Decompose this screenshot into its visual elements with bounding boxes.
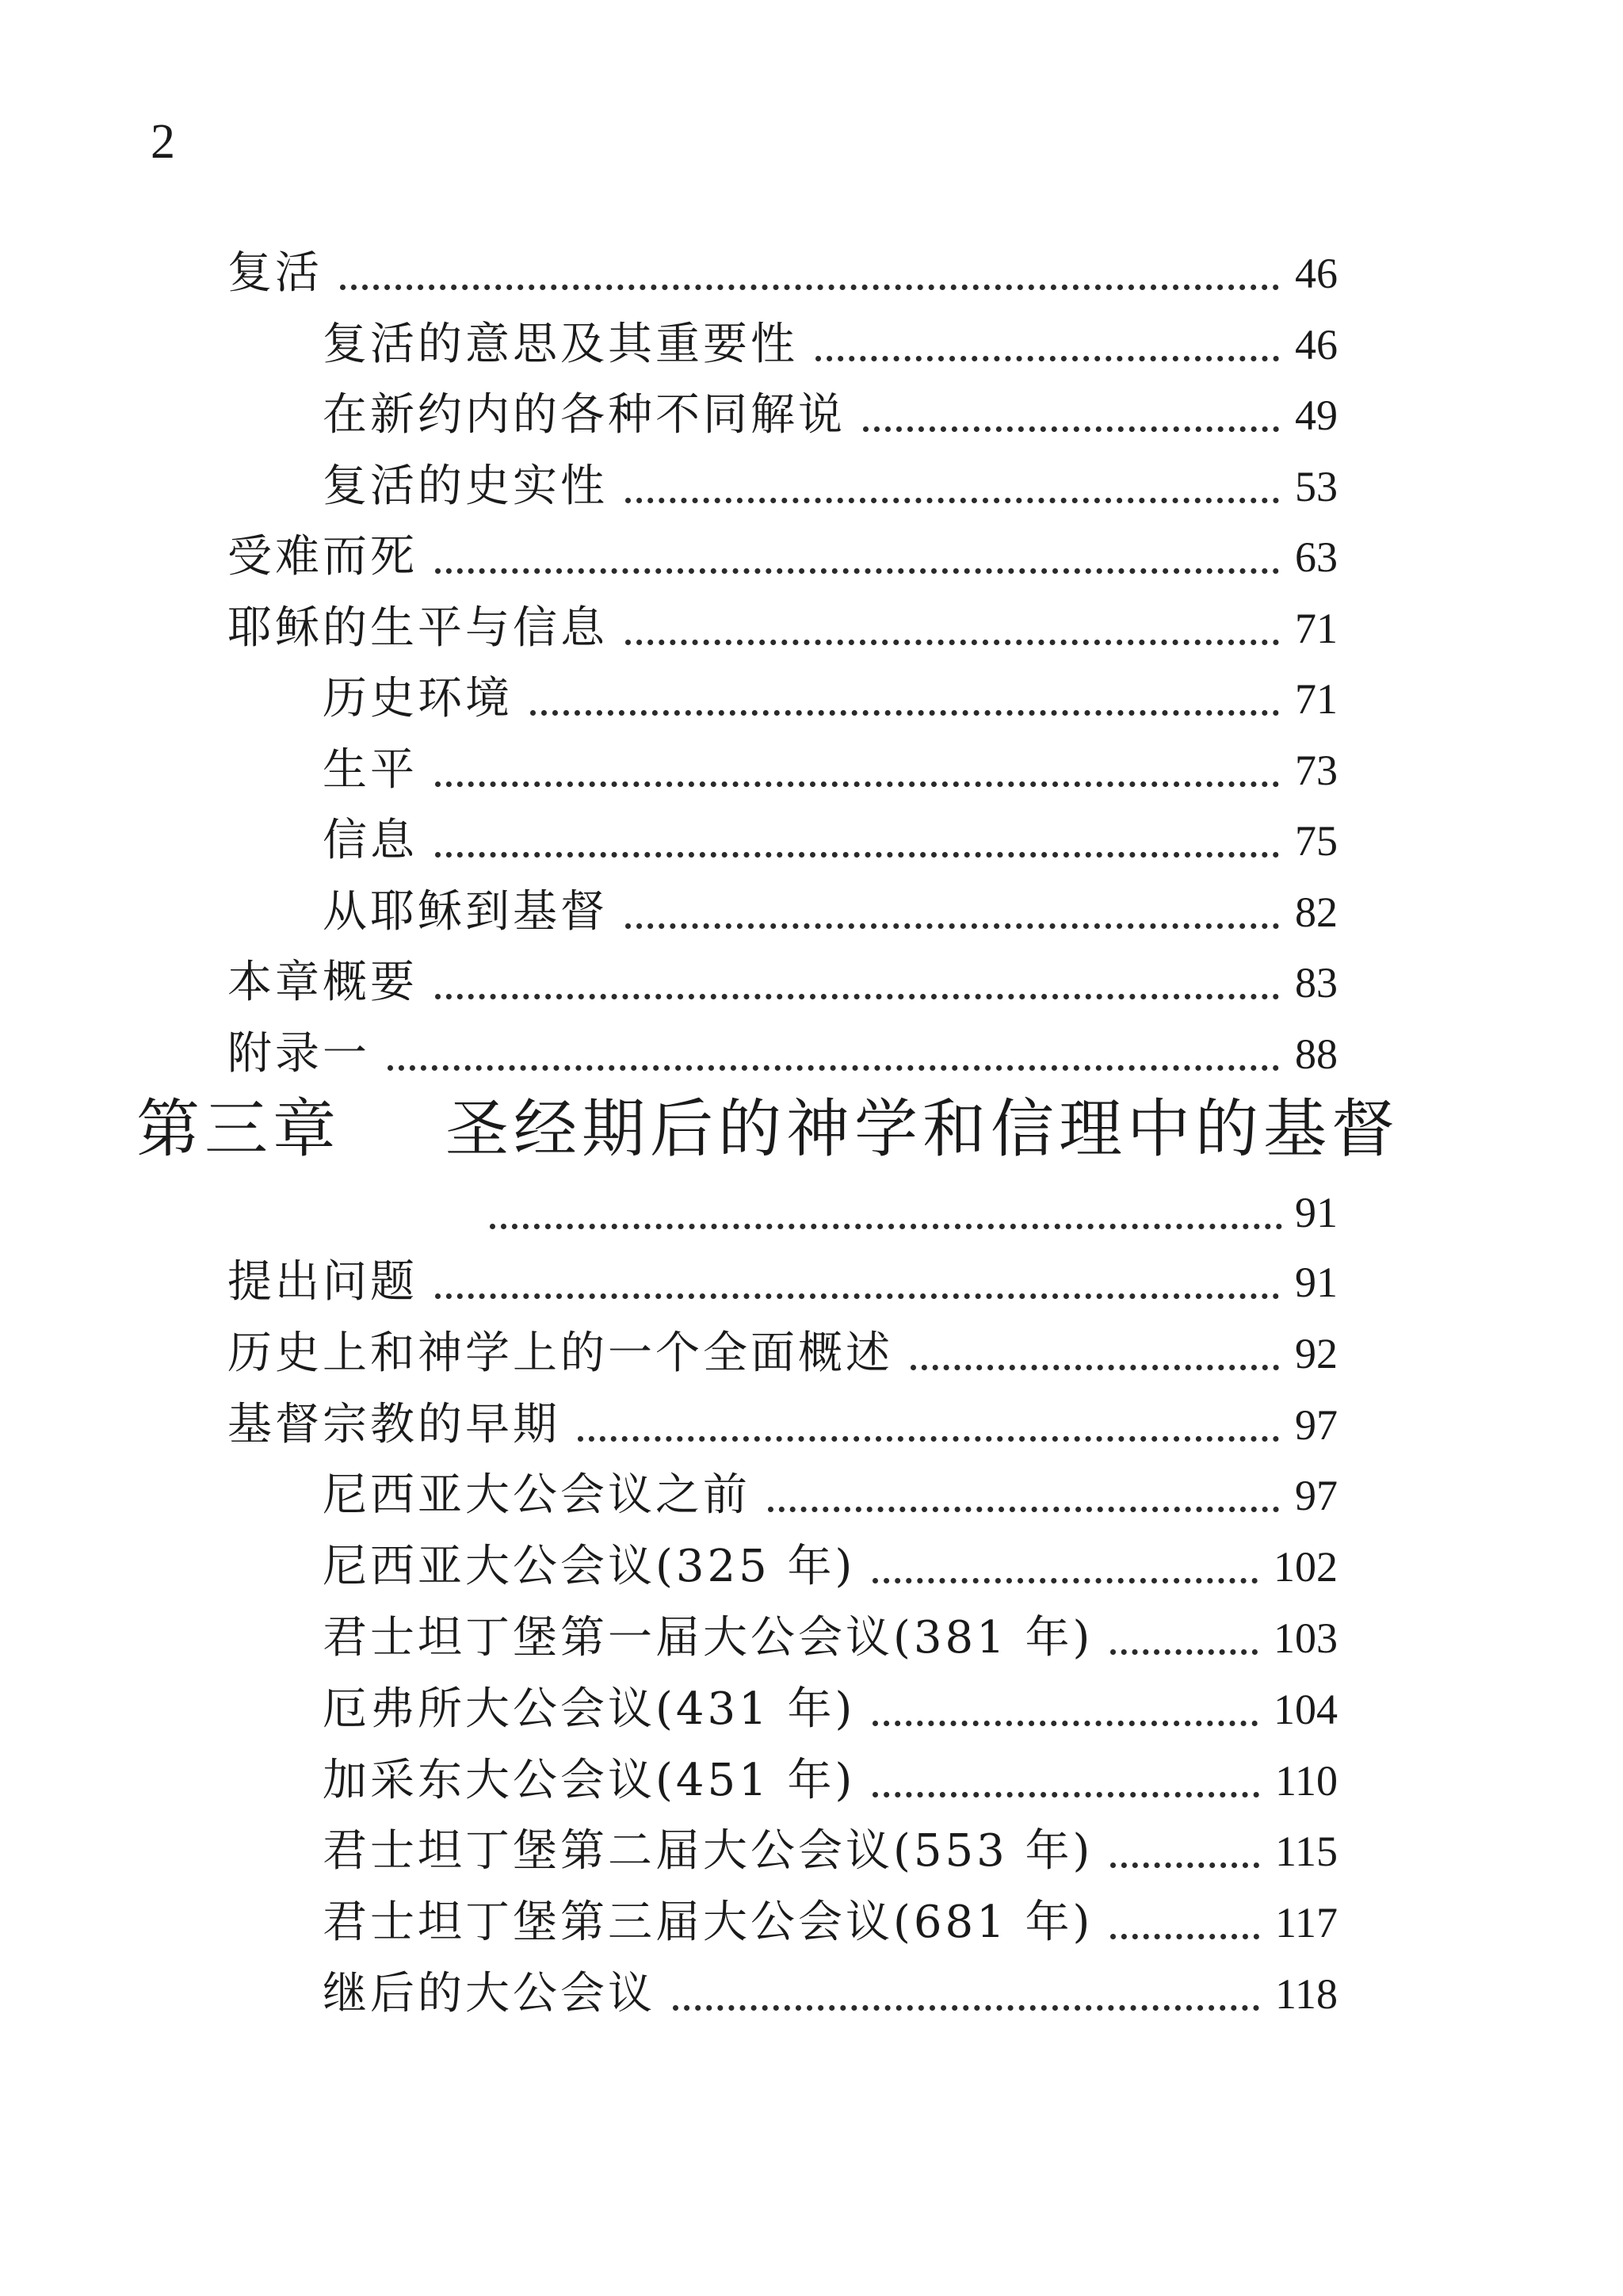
toc-entry-label: 厄弗所大公会议(431 年) (323, 1683, 856, 1735)
toc-leader (768, 1507, 1279, 1512)
toc-entry-page: 71 (1295, 675, 1338, 723)
toc-entry-page: 117 (1275, 1899, 1338, 1947)
toc-entry-page: 97 (1295, 1400, 1338, 1449)
toc-entry-page: 46 (1295, 320, 1338, 369)
toc-entry-label: 从耶稣到基督 (323, 885, 608, 938)
toc-entry-page: 73 (1295, 746, 1338, 794)
toc-entry (0, 1678, 1623, 1741)
toc-entry-label: 在新约内的各种不同解说 (323, 389, 846, 441)
toc-entry-page: 75 (1295, 817, 1338, 865)
toc-entry-page: 82 (1295, 888, 1338, 936)
toc-entry (0, 1820, 1623, 1883)
toc-entry-page: 92 (1295, 1329, 1338, 1377)
toc-entry (0, 1022, 1623, 1086)
toc-entry (0, 242, 1623, 305)
toc-entry-label: 本章概要 (227, 957, 418, 1008)
chapter-heading (136, 1086, 1400, 1173)
chapter-title: 圣经期后的神学和信理中的基督 (445, 1092, 1400, 1166)
toc-entry-page: 97 (1295, 1472, 1338, 1520)
toc-leader (435, 781, 1279, 787)
toc-entry-page: 104 (1274, 1685, 1338, 1733)
toc-entry (0, 881, 1623, 944)
toc-entry (0, 951, 1623, 1014)
toc-leader (1110, 1649, 1258, 1655)
toc-entry (0, 525, 1623, 589)
toc-leader (863, 426, 1279, 432)
toc-entry-page: 118 (1275, 1970, 1338, 2018)
chapter-page-row (0, 1181, 1623, 1244)
toc-entry-label: 耶稣的生平与信息 (227, 602, 608, 654)
toc-entry-label: 历史环境 (323, 673, 513, 724)
toc-leader (435, 852, 1279, 858)
toc-leader (490, 1224, 1282, 1229)
toc-entry-label: 附录一 (227, 1027, 370, 1079)
toc-entry (0, 1393, 1623, 1457)
toc-entry-page: 88 (1295, 1030, 1338, 1078)
toc-entry-label: 君士坦丁堡第一届大公会议(381 年) (323, 1612, 1094, 1664)
toc-entry-page: 91 (1295, 1259, 1338, 1306)
toc-leader (673, 2005, 1259, 2011)
toc-entry-label: 尼西亚大公会议(325 年) (323, 1541, 856, 1593)
toc-entry-page: 103 (1274, 1614, 1338, 1662)
toc-entry (0, 1322, 1623, 1385)
toc-leader (873, 1578, 1258, 1584)
toc-entry-page: 102 (1274, 1543, 1338, 1591)
toc-leader (388, 1065, 1279, 1071)
toc-entry-label: 加采东大公会议(451 年) (323, 1754, 856, 1806)
toc-entry-label: 受难而死 (227, 531, 418, 583)
toc-leader (435, 994, 1279, 999)
toc-entry-page: 83 (1295, 959, 1338, 1007)
toc-leader (530, 710, 1279, 716)
toc-leader (625, 923, 1279, 929)
toc-leader (1110, 1934, 1259, 1939)
toc-entry (0, 739, 1623, 802)
toc-entry-label: 历史上和神学上的一个全面概述 (227, 1327, 893, 1379)
toc-entry (0, 809, 1623, 873)
toc-entry (0, 384, 1623, 447)
toc-entry-label: 复活的史实性 (323, 460, 608, 512)
chapter-number: 第三章 (136, 1092, 341, 1166)
toc-entry-page: 115 (1275, 1828, 1338, 1876)
toc-leader (1110, 1862, 1259, 1868)
toc-leader (435, 1293, 1279, 1299)
toc-entry (0, 313, 1623, 376)
page-number: 2 (151, 115, 175, 169)
toc-leader (625, 498, 1279, 503)
toc-leader (815, 356, 1279, 361)
toc-entry-label: 基督宗教的早期 (227, 1398, 560, 1450)
toc-entry (0, 455, 1623, 518)
toc-entry-page: 110 (1275, 1756, 1338, 1805)
toc-entry (0, 1464, 1623, 1527)
toc-entry-label: 继后的大公会议 (323, 1968, 655, 2019)
toc-entry-label: 信息 (323, 815, 418, 866)
toc-entry (0, 1251, 1623, 1314)
toc-leader (873, 1792, 1259, 1797)
toc-entry-label: 复活 (227, 247, 323, 299)
toc-entry (0, 597, 1623, 660)
toc-entry-page: 53 (1295, 462, 1338, 510)
chapter-page: 91 (1295, 1189, 1338, 1236)
toc-entry (0, 1891, 1623, 1954)
toc-leader (625, 640, 1279, 645)
toc-entry-label: 复活的意思及其重要性 (323, 318, 798, 370)
toc-entry-label: 君士坦丁堡第三届大公会议(681 年) (323, 1897, 1094, 1949)
toc-entry-page: 46 (1295, 250, 1338, 297)
toc-entry (0, 1535, 1623, 1599)
toc-leader (435, 568, 1279, 574)
toc-leader (340, 285, 1279, 290)
toc-entry-page: 71 (1295, 604, 1338, 652)
toc-entry (0, 1606, 1623, 1670)
toc-entry-label: 提出问题 (227, 1256, 418, 1308)
toc-entry-label: 尼西亚大公会议之前 (323, 1469, 750, 1522)
toc-leader (578, 1436, 1279, 1442)
toc-entry (0, 667, 1623, 731)
toc-entry-label: 君士坦丁堡第二届大公会议(553 年) (323, 1825, 1094, 1878)
toc-leader (873, 1721, 1258, 1726)
toc-entry-label: 生平 (323, 743, 418, 796)
toc-entry (0, 1749, 1623, 1813)
toc-entry-page: 49 (1295, 392, 1338, 439)
toc-entry (0, 1962, 1623, 2026)
toc-entry-page: 63 (1295, 533, 1338, 581)
toc-leader (911, 1365, 1279, 1370)
